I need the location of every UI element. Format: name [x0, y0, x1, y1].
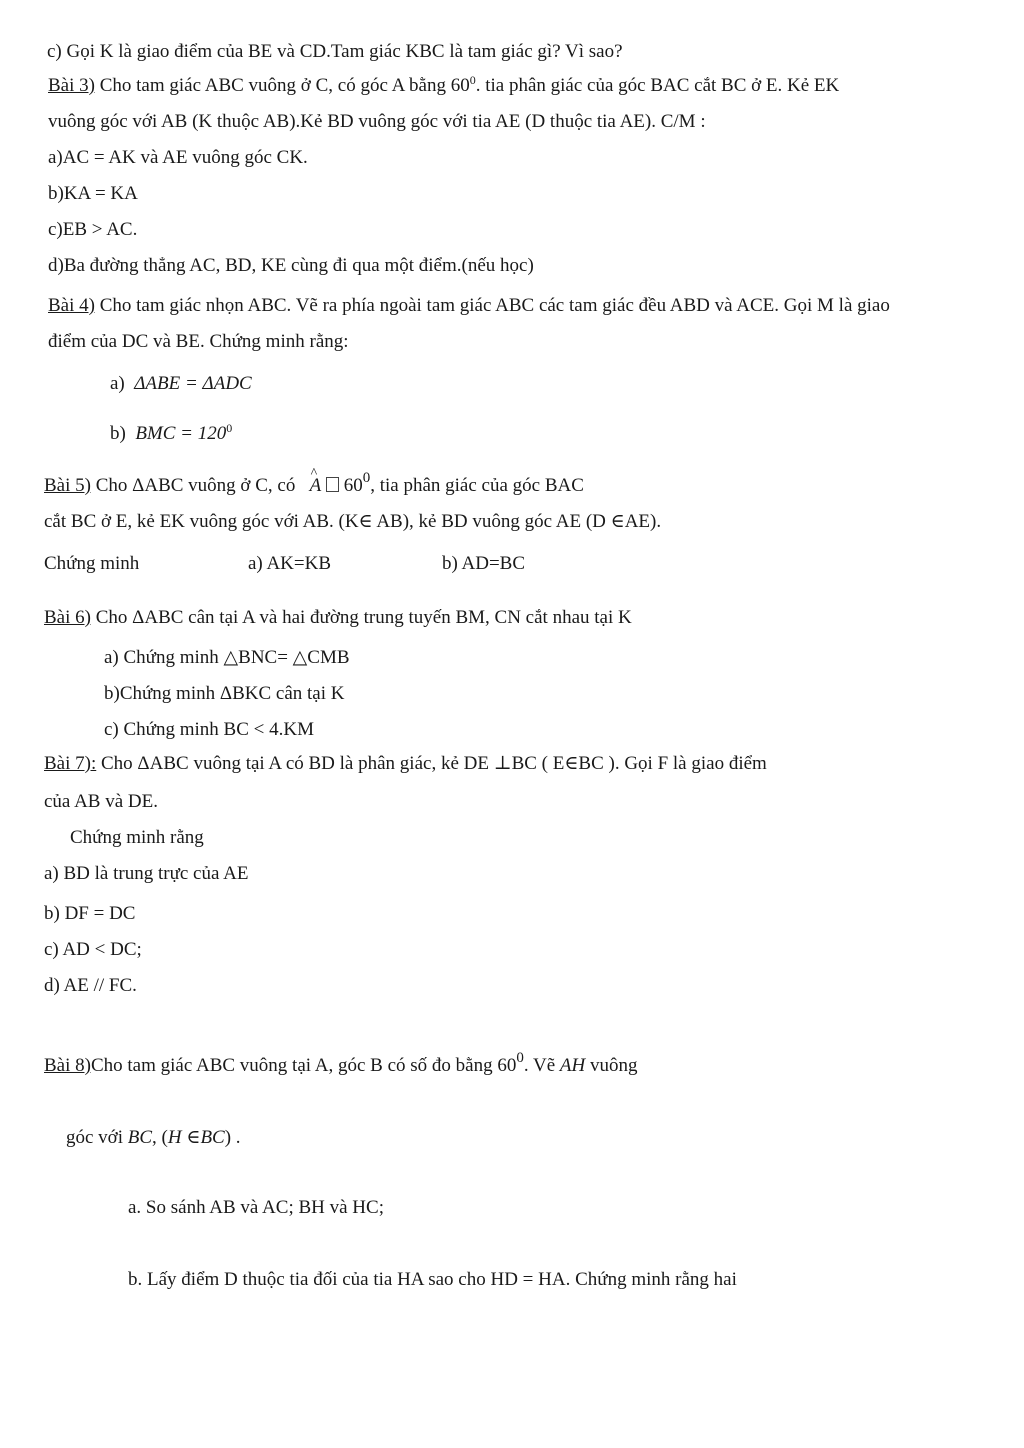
- placeholder-box-icon: [326, 477, 339, 492]
- bai5-item-a: a) AK=KB: [248, 553, 332, 574]
- bai5-line1: Bài 5) Cho ΔABC vuông ở C, có ^ A $60^0$, tia phân giác của góc BAC: [44, 474, 584, 498]
- bai8-line1: Bài 8)Cho tam giác ABC vuông tại A, góc B có số đo bằng $60^0$. Vẽ AH vuông: [44, 1050, 638, 1076]
- bai3-title: Bài 3): [48, 75, 95, 96]
- bai7-cmr: Chứng minh rằng: [70, 827, 204, 848]
- bai3-item-c: c)EB > AC.: [48, 219, 138, 240]
- bai7-item-c: c) AD < DC;: [44, 939, 142, 960]
- bai8-title: Bài 8): [44, 1055, 91, 1076]
- bai5-line2: cắt BC ở E, kẻ EK vuông góc với AB. (K∈ AB), kẻ BD vuông góc AE (D ∈AE).: [44, 511, 662, 532]
- bai8-item-b: b. Lấy điểm D thuộc tia đối của tia HA sao cho HD = HA. Chứng minh rằng hai: [128, 1269, 737, 1290]
- bai6-item-b: b)Chứng minh ΔBKC cân tại K: [104, 683, 345, 704]
- bai3-line2: vuông góc với AB (K thuộc AB).Kẻ BD vuông góc với tia AE (D thuộc tia AE). C/M :: [48, 111, 706, 132]
- bai7-line2: của AB và DE.: [44, 791, 158, 812]
- bai7-item-a: a) BD là trung trực của AE: [44, 863, 249, 884]
- bai6-item-c: c) Chứng minh BC < 4.KM: [104, 719, 314, 740]
- line-1c: c) Gọi K là giao điểm của BE và CD.Tam giác KBC là tam giác gì? Vì sao?: [47, 41, 623, 62]
- bai3-item-b: b)KA = KA: [48, 183, 138, 204]
- bai6-line1: Bài 6) Cho ΔABC cân tại A và hai đường trung tuyến BM, CN cắt nhau tại K: [44, 607, 632, 628]
- bai3-item-a: a)AC = AK và AE vuông góc CK.: [48, 147, 308, 168]
- bai7-item-b: b) DF = DC: [44, 903, 136, 924]
- bai4-item-b: b) BMC = $120^0$: [110, 421, 233, 444]
- bai4-title: Bài 4): [48, 295, 95, 316]
- bai6-item-a: a) Chứng minh △BNC= △CMB: [104, 647, 350, 668]
- bai5-cm: Chứng minh: [44, 553, 140, 574]
- bai6-title: Bài 6): [44, 607, 91, 628]
- bai3-line1: Bài 3) Cho tam giác ABC vuông ở C, có góc A bằng $60^0$. tia phân giác của góc BAC cắt BC ở E. Kẻ EK: [48, 73, 840, 96]
- bai5-item-b: b) AD=BC: [442, 553, 526, 574]
- bai4-item-a: a) ΔABE = ΔADC: [110, 373, 252, 394]
- bai7-item-d: d) AE // FC.: [44, 975, 137, 996]
- bai7-title: Bài 7):: [44, 753, 97, 774]
- bai7-line1: Bài 7): Cho ΔABC vuông tại A có BD là phân giác, kẻ DE ⊥BC ( E∈BC ). Gọi F là giao điểm: [44, 753, 767, 774]
- bai4-line1: Bài 4) Cho tam giác nhọn ABC. Vẽ ra phía ngoài tam giác ABC các tam giác đều ABD và ACE. Gọi M là giao: [48, 295, 890, 316]
- bai5-title: Bài 5): [44, 475, 91, 496]
- bai8-line2: góc với BC, (H ∈BC) .: [66, 1127, 241, 1148]
- bai8-item-a: a. So sánh AB và AC; BH và HC;: [128, 1197, 384, 1218]
- bai4-line2: điểm của DC và BE. Chứng minh rằng:: [48, 331, 349, 352]
- bai3-item-d: d)Ba đường thẳng AC, BD, KE cùng đi qua một điểm.(nếu học): [48, 255, 534, 276]
